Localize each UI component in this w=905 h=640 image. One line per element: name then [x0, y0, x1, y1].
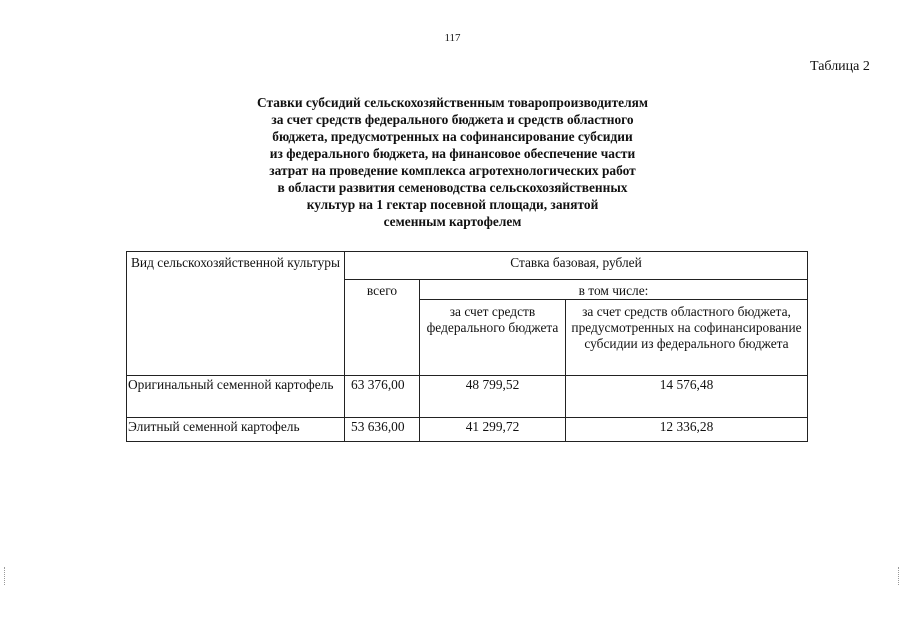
scan-edge-mark	[4, 567, 7, 585]
title-line: культур на 1 гектар посевной площади, занятой	[306, 197, 599, 212]
title-line: Ставки субсидий сельскохозяйственным товаропроизводителям	[256, 95, 648, 110]
title-line: за счет средств федерального бюджета и средств областного	[271, 112, 634, 127]
table-row	[127, 376, 808, 418]
header-including: в том числе:	[420, 280, 808, 300]
document-title	[0, 94, 905, 230]
cell-total: 63 376,00	[345, 376, 420, 418]
title-line: затрат на проведение комплекса агротехнологических работ	[269, 163, 636, 178]
cell-total: 53 636,00	[345, 418, 420, 442]
header-federal: за счет средств федерального бюджета	[420, 300, 566, 376]
table-header-row	[127, 252, 808, 280]
table-row	[127, 418, 808, 442]
table-label: Таблица 2	[810, 59, 870, 74]
title-line: из федерального бюджета, на финансовое обеспечение части	[269, 146, 636, 161]
cell-regional: 14 576,48	[566, 376, 808, 418]
scan-edge-mark	[898, 567, 901, 585]
cell-crop: Элитный семенной картофель	[127, 418, 345, 442]
header-regional: за счет средств областного бюджета, предусмотренных на софинансирование субсидии из федерального бюджета	[566, 300, 808, 376]
cell-federal: 41 299,72	[420, 418, 566, 442]
title-line: семенным картофелем	[383, 214, 522, 229]
rates-table	[126, 251, 808, 442]
header-total: всего	[345, 280, 420, 376]
cell-regional: 12 336,28	[566, 418, 808, 442]
header-crop: Вид сельскохозяйственной культуры	[127, 252, 345, 376]
title-line: в области развития семеноводства сельскохозяйственных	[277, 180, 628, 195]
page-number: 117	[444, 32, 461, 44]
header-rate: Ставка базовая, рублей	[345, 252, 808, 280]
cell-crop: Оригинальный семенной картофель	[127, 376, 345, 418]
cell-federal: 48 799,52	[420, 376, 566, 418]
title-line: бюджета, предусмотренных на софинансирование субсидии	[272, 129, 633, 144]
